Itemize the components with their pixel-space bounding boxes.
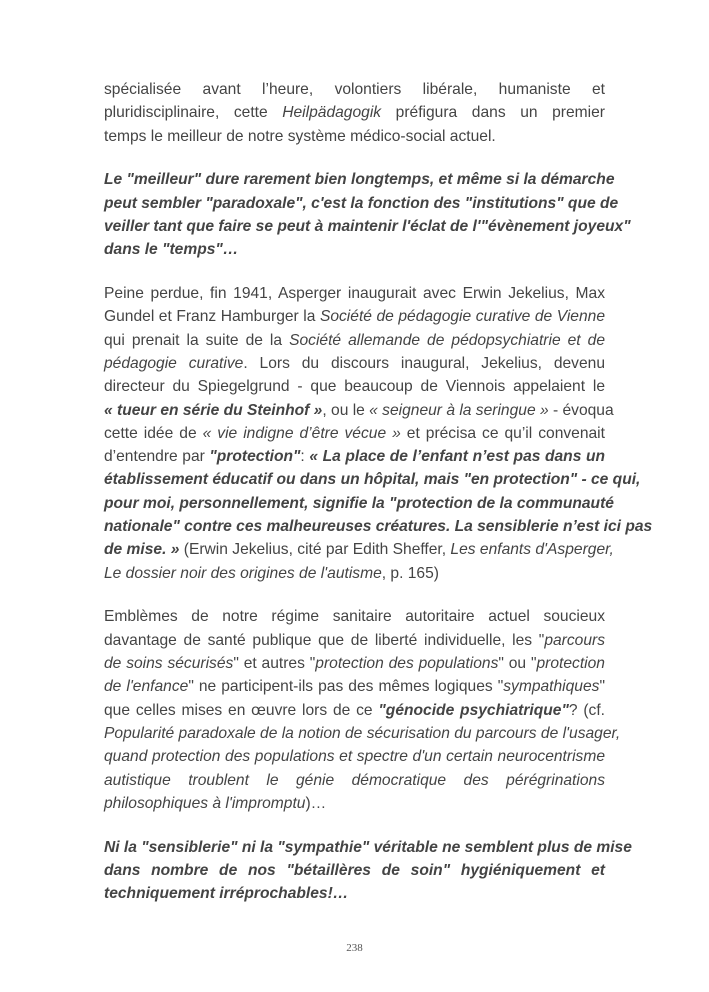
text-line	[104, 769, 605, 792]
text-segment: Peine perdue, fin 1941, Asperger inaugurait avec Erwin Jekelius, Max	[104, 285, 605, 303]
text-segment: techniquement irréprochables!…	[104, 885, 349, 903]
text-line	[104, 329, 605, 352]
text-segment: de mise. »	[104, 541, 180, 559]
text-segment: Les enfants d'Asperger,	[450, 541, 614, 559]
text-segment: Société de pédagogie curative de Vienne	[319, 308, 605, 326]
text-segment: Le "meilleur" dure rarement bien longtemps, et même si la démarche	[104, 171, 615, 189]
text-segment: "	[599, 678, 605, 696]
text-line	[104, 745, 605, 768]
text-segment: Emblèmes de notre régime sanitaire autoritaire actuel soucieux	[104, 608, 605, 626]
text-segment: Heilpädagogik	[282, 104, 382, 122]
text-segment: parcours	[544, 631, 605, 649]
text-segment: « vie indigne d’être vécue »	[202, 424, 401, 442]
text-line	[104, 101, 605, 124]
text-segment: de l'enfance	[104, 678, 189, 696]
text-line	[104, 836, 632, 859]
text-line	[104, 305, 605, 328]
text-segment: )…	[305, 794, 327, 812]
text-line	[104, 238, 605, 261]
paragraph	[104, 168, 631, 261]
text-segment: protection	[536, 655, 605, 673]
text-segment: :	[300, 448, 310, 466]
text-segment: temps le meilleur de notre système médico-social actuel.	[104, 127, 496, 145]
text-line	[104, 699, 605, 722]
document-page	[104, 78, 653, 926]
text-line	[104, 352, 605, 375]
text-line	[104, 282, 605, 305]
text-line	[104, 629, 605, 652]
text-line	[104, 78, 605, 101]
text-segment: " ne participent-ils pas des mêmes logiques "	[188, 678, 504, 696]
text-segment: pédagogie curative	[104, 354, 244, 372]
text-segment: que celles mises en œuvre lors de ce	[104, 701, 379, 719]
text-segment: pour moi, personnellement, signifie la "protection de la communauté	[104, 494, 614, 512]
text-line	[104, 468, 641, 491]
paragraph	[104, 605, 621, 815]
text-segment: spécialisée avant l’heure, volontiers libérale, humaniste et	[104, 81, 605, 98]
text-segment: ? (cf.	[568, 701, 605, 719]
text-segment: protection des populations	[315, 655, 499, 673]
text-segment: (Erwin Jekelius, cité par Edith Sheffer,	[179, 541, 451, 559]
text-line	[104, 722, 621, 745]
text-segment: d’entendre par	[104, 448, 210, 466]
text-segment: pluridisciplinaire, cette	[104, 104, 283, 122]
text-segment: philosophiques à l'impromptu	[104, 794, 306, 812]
text-segment: - évoqua	[548, 401, 614, 419]
text-segment: "protection"	[209, 448, 301, 466]
paragraph	[104, 78, 605, 148]
text-segment: Popularité paradoxale de la notion de sécurisation du parcours de l'usager,	[104, 724, 621, 742]
text-segment: dans nombre de nos "bétaillères de soin" hygiéniquement et	[104, 861, 605, 879]
text-segment: Le dossier noir des origines de l'autisme	[104, 564, 382, 582]
text-segment: veiller tant que faire se peut à maintenir l'éclat de l'"évènement joyeux"	[104, 217, 631, 235]
text-segment: établissement éducatif ou dans un hôpital, mais "en protection" - ce qui,	[104, 471, 641, 489]
text-segment: dans le "temps"…	[104, 241, 239, 259]
paragraph	[104, 282, 653, 585]
text-segment: « La place de l’enfant n’est pas dans un	[309, 448, 605, 466]
text-segment: sympathiques	[503, 678, 600, 696]
text-segment: " ou "	[498, 655, 537, 673]
text-line	[104, 445, 605, 468]
text-segment: « tueur en série du Steinhof »	[104, 401, 323, 419]
text-segment: , p. 165)	[381, 564, 439, 582]
text-line	[104, 652, 605, 675]
text-line	[104, 675, 605, 698]
text-line	[104, 168, 615, 191]
text-segment: « seigneur à la seringue »	[369, 401, 549, 419]
text-segment: directeur du Spiegelgrund - que beaucoup de Viennois appelaient le	[104, 378, 605, 396]
text-segment: et précisa ce qu’il convenait	[400, 424, 605, 442]
text-line	[104, 215, 631, 238]
text-segment: , ou le	[322, 401, 370, 419]
text-line	[104, 538, 614, 561]
text-segment: préfigura dans un premier	[381, 104, 605, 122]
text-line	[104, 192, 619, 215]
text-line	[104, 422, 605, 445]
paragraph	[104, 836, 632, 906]
text-segment: peut sembler "paradoxale", c'est la fonction des "institutions" que de	[104, 194, 619, 212]
text-segment: de soins sécurisés	[104, 655, 234, 673]
text-segment: davantage de santé publique que de liberté individuelle, les "	[104, 631, 545, 649]
text-line	[104, 792, 605, 815]
text-segment: Société allemande de pédopsychiatrie et de	[289, 331, 605, 349]
text-line	[104, 399, 614, 422]
text-segment: nationale" contre ces malheureuses créatures. La sensiblerie n’est ici pas	[104, 518, 653, 536]
text-line	[104, 125, 605, 148]
text-segment: Gundel et Franz Hamburger la	[104, 308, 320, 326]
text-line	[104, 515, 653, 538]
text-segment: . Lors du discours inaugural, Jekelius, devenu	[243, 354, 605, 372]
text-segment: autistique troublent le génie démocratique des pérégrinations	[104, 771, 605, 789]
text-segment: " et autres "	[233, 655, 316, 673]
text-segment: Ni la "sensiblerie" ni la "sympathie" véritable ne semblent plus de mise	[104, 838, 632, 856]
page-number: 238	[346, 942, 363, 954]
text-segment: "génocide psychiatrique"	[378, 701, 569, 719]
text-line	[104, 605, 605, 628]
text-line	[104, 562, 605, 585]
text-line	[104, 375, 605, 398]
text-line	[104, 492, 614, 515]
text-line	[104, 882, 605, 905]
text-segment: qui prenait la suite de la	[104, 331, 290, 349]
text-segment: cette idée de	[104, 424, 203, 442]
text-line	[104, 859, 605, 882]
text-segment: quand protection des populations et spectre d'un certain neurocentrisme	[104, 748, 605, 766]
